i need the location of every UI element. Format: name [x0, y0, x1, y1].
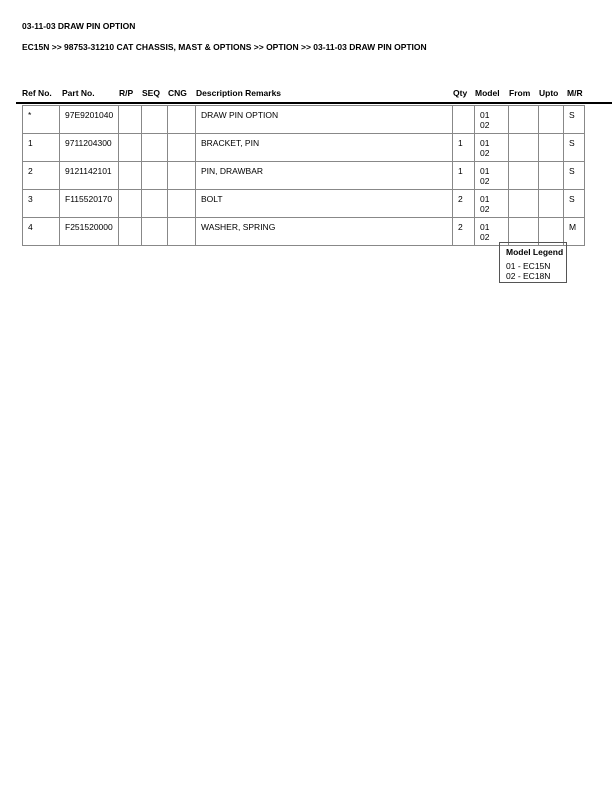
description-cell: DRAW PIN OPTION: [196, 106, 453, 134]
rp-cell: [119, 134, 142, 162]
rp-cell: [119, 162, 142, 190]
part-no-cell: 9121142101: [60, 162, 119, 190]
cng-cell: [168, 106, 196, 134]
column-header-description: Description Remarks: [196, 88, 282, 98]
model-code: 02: [480, 120, 490, 130]
model-cell: [475, 162, 509, 190]
model-cell: [475, 134, 509, 162]
table-row: [23, 162, 585, 190]
mr-cell: S: [564, 134, 585, 162]
model-legend: [499, 242, 567, 283]
ref-no-cell: 2: [23, 162, 60, 190]
mr-cell: M: [564, 218, 585, 246]
qty-cell: [453, 106, 475, 134]
column-header-seq: SEQ: [142, 88, 160, 98]
mr-cell: S: [564, 190, 585, 218]
cng-cell: [168, 218, 196, 246]
page-title: 03-11-03 DRAW PIN OPTION: [22, 21, 136, 31]
column-header-from: From: [509, 88, 531, 98]
part-no-cell: F115520170: [60, 190, 119, 218]
ref-no-cell: 4: [23, 218, 60, 246]
cng-cell: [168, 134, 196, 162]
description-cell: BOLT: [196, 190, 453, 218]
column-header-part-no: Part No.: [62, 88, 95, 98]
cng-cell: [168, 190, 196, 218]
column-header-cng: CNG: [168, 88, 187, 98]
part-no-cell: 97E9201040: [60, 106, 119, 134]
model-legend-title: Model Legend: [506, 247, 564, 257]
model-code: 02: [480, 232, 490, 242]
model-code: 01: [480, 166, 490, 176]
upto-cell: [539, 190, 564, 218]
seq-cell: [142, 106, 168, 134]
rp-cell: [119, 218, 142, 246]
description-cell: WASHER, SPRING: [196, 218, 453, 246]
ref-no-cell: 3: [23, 190, 60, 218]
rp-cell: [119, 106, 142, 134]
column-header-ref-no: Ref No.: [22, 88, 52, 98]
parts-table: [22, 105, 585, 246]
model-code: 02: [480, 204, 490, 214]
seq-cell: [142, 162, 168, 190]
seq-cell: [142, 134, 168, 162]
model-cell: [475, 190, 509, 218]
table-row: [23, 106, 585, 134]
table-row: [23, 190, 585, 218]
qty-cell: 1: [453, 162, 475, 190]
ref-no-cell: 1: [23, 134, 60, 162]
model-legend-item: 02 - EC18N: [506, 271, 551, 281]
ref-no-cell: *: [23, 106, 60, 134]
qty-cell: 1: [453, 134, 475, 162]
column-header-upto: Upto: [539, 88, 559, 98]
cng-cell: [168, 162, 196, 190]
model-cell: [475, 106, 509, 134]
from-cell: [509, 134, 539, 162]
upto-cell: [539, 106, 564, 134]
upto-cell: [539, 134, 564, 162]
model-code: 02: [480, 148, 490, 158]
model-code: 01: [480, 222, 490, 232]
header-divider: [16, 102, 612, 104]
description-cell: PIN, DRAWBAR: [196, 162, 453, 190]
model-legend-item: 01 - EC15N: [506, 261, 551, 271]
seq-cell: [142, 218, 168, 246]
column-header-rp: R/P: [119, 88, 134, 98]
model-code: 01: [480, 110, 490, 120]
upto-cell: [539, 162, 564, 190]
breadcrumb: EC15N >> 98753-31210 CAT CHASSIS, MAST & OPTIONS >> OPTION >> 03-11-03 DRAW PIN OPTION: [22, 42, 427, 52]
model-code: 01: [480, 194, 490, 204]
from-cell: [509, 190, 539, 218]
seq-cell: [142, 190, 168, 218]
model-code: 02: [480, 176, 490, 186]
table-row: [23, 134, 585, 162]
column-header-qty: Qty: [453, 88, 468, 98]
model-code: 01: [480, 138, 490, 148]
mr-cell: S: [564, 106, 585, 134]
part-no-cell: F251520000: [60, 218, 119, 246]
column-header-model: Model: [475, 88, 500, 98]
qty-cell: 2: [453, 190, 475, 218]
column-header-mr: M/R: [567, 88, 583, 98]
description-cell: BRACKET, PIN: [196, 134, 453, 162]
from-cell: [509, 162, 539, 190]
rp-cell: [119, 190, 142, 218]
mr-cell: S: [564, 162, 585, 190]
qty-cell: 2: [453, 218, 475, 246]
from-cell: [509, 106, 539, 134]
part-no-cell: 9711204300: [60, 134, 119, 162]
parts-table-body: [23, 106, 585, 246]
